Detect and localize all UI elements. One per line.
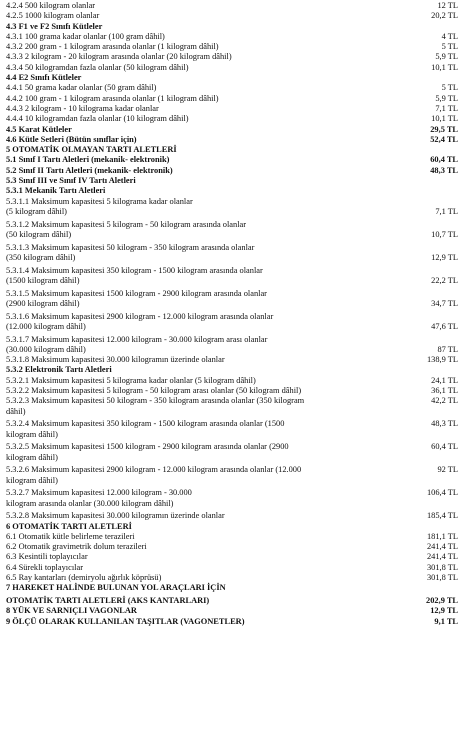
item-label: 5.3.1.5 Maksimum kapasitesi 1500 kilogram - 2900 kilogram arasında olanlar	[6, 288, 267, 298]
item-label: 7 HAREKET HALİNDE BULUNAN YOL ARAÇLARI İÇİN	[6, 583, 226, 593]
item-label: 4.3.1 100 grama kadar olanlar (100 gram dâhil)	[6, 31, 165, 41]
section-heading-row	[6, 365, 458, 375]
tariff-row	[6, 63, 458, 73]
fee-value: 4 TL	[441, 31, 458, 41]
item-label: 5.3.2.3 Maksimum kapasitesi 50 kilogram - 350 kilogram arasında olanlar (350 kilogram	[6, 396, 305, 406]
tariff-row	[6, 253, 458, 263]
tariff-row	[6, 94, 458, 104]
item-label: 5.3.1.1 Maksimum kapasitesi 5 kilograma kadar olanlar	[6, 196, 193, 206]
item-label: 5.3.1.6 Maksimum kapasitesi 2900 kilogram - 12.000 kilogram arasında olanlar	[6, 311, 274, 321]
item-label: OTOMATİK TARTI ALETLERİ (AKS KANTARLARI)	[6, 596, 210, 606]
item-label: 5.3.2.7 Maksimum kapasitesi 12.000 kilogram - 30.000	[6, 488, 192, 498]
item-label: kilogram dâhil)	[6, 452, 58, 462]
item-label: kilogram dâhil)	[6, 475, 58, 485]
tariff-row	[6, 396, 458, 406]
tariff-row	[6, 532, 458, 542]
item-label: 6.1 Otomatik kütle belirleme terazileri	[6, 531, 135, 541]
item-label: 5.3.2.5 Maksimum kapasitesi 1500 kilogram - 2900 kilogram arasında olanlar (2900	[6, 442, 289, 452]
fee-value: 5 TL	[441, 42, 458, 52]
fee-value: 5,9 TL	[435, 52, 458, 62]
tariff-row	[6, 276, 458, 286]
item-label: 4.6 Kütle Setleri (Bütün sınıflar için)	[6, 134, 137, 144]
item-label: 5.3.1.2 Maksimum kapasitesi 5 kilogram - 50 kilogram arasında olanlar	[6, 219, 247, 229]
tariff-row	[6, 52, 458, 62]
item-label: 5.3.2.6 Maksimum kapasitesi 2900 kilogram - 12.000 kilogram arasında olanlar (12.000	[6, 465, 302, 475]
item-label: 4.2.5 1000 kilogram olanlar	[6, 11, 100, 21]
item-label: 4.4.4 10 kilogramdan fazla olanlar (10 kilogram dâhil)	[6, 114, 189, 124]
tariff-row	[6, 376, 458, 386]
item-label: (50 kilogram dâhil)	[6, 229, 72, 239]
item-label: 5.3.1.7 Maksimum kapasitesi 12.000 kilogram - 30.000 kilogram arası olanlar	[6, 334, 268, 344]
tariff-row	[6, 32, 458, 42]
fee-value: 12,9 TL	[430, 606, 458, 616]
tariff-row	[6, 407, 458, 417]
fee-value: 10,1 TL	[431, 62, 458, 72]
section-heading-row	[6, 166, 458, 176]
fee-value: 24,1 TL	[431, 375, 458, 385]
fee-value: 20,2 TL	[431, 11, 458, 21]
tariff-row	[6, 511, 458, 521]
item-label: 4.3.3 2 kilogram - 20 kilogram arasında olanlar (20 kilogram dâhil)	[6, 52, 232, 62]
section-heading-row	[6, 155, 458, 165]
fee-value: 48,3 TL	[431, 419, 458, 429]
fee-value: 22,2 TL	[431, 275, 458, 285]
tariff-row	[6, 104, 458, 114]
section-heading-row	[6, 22, 458, 32]
fee-value: 301,8 TL	[426, 562, 458, 572]
tariff-row	[6, 355, 458, 365]
item-label: (1500 kilogram dâhil)	[6, 275, 80, 285]
item-label: 5.3.1.3 Maksimum kapasitesi 50 kilogram - 350 kilogram arasında olanlar	[6, 242, 255, 252]
fee-value: 10,7 TL	[431, 229, 458, 239]
item-label: kilogram arasında olanlar (30.000 kilogram dâhil)	[6, 498, 174, 508]
item-label: 6 OTOMATİK TARTI ALETLERİ	[6, 521, 132, 531]
fee-value: 5,9 TL	[435, 93, 458, 103]
item-label: 5.3.1.4 Maksimum kapasitesi 350 kilogram - 1500 kilogram arasında olanlar	[6, 265, 263, 275]
item-label: (12.000 kilogram dâhil)	[6, 321, 86, 331]
fee-value: 106,4 TL	[426, 488, 458, 498]
tariff-row	[6, 266, 458, 276]
fee-value: 181,1 TL	[426, 531, 458, 541]
item-label: 5.3.2.2 Maksimum kapasitesi 5 kilogram - 50 kilogram arası olanlar (50 kilogram dâhil)	[6, 386, 302, 396]
item-label: 5.2 Sınıf II Tartı Aletleri (mekanik- elektronik)	[6, 165, 173, 175]
item-label: dâhil)	[6, 406, 26, 416]
item-label: 4.4.1 50 grama kadar olanlar (50 gram dâhil)	[6, 83, 157, 93]
tariff-row	[6, 197, 458, 207]
item-label: 6.5 Ray kantarları (demiryolu ağırlık köprüsü)	[6, 573, 162, 583]
tariff-row	[6, 83, 458, 93]
section-heading-row	[6, 596, 458, 606]
fee-value: 9,1 TL	[434, 616, 458, 626]
fee-value: 92 TL	[437, 465, 458, 475]
tariff-row	[6, 207, 458, 217]
fee-value: 48,3 TL	[430, 165, 458, 175]
fee-value: 138,9 TL	[426, 355, 458, 365]
item-label: kilogram dâhil)	[6, 429, 58, 439]
item-label: 4.5 Karat Kütleler	[6, 124, 72, 134]
fee-value: 241,4 TL	[426, 542, 458, 552]
tariff-row	[6, 542, 458, 552]
fee-value: 5 TL	[441, 83, 458, 93]
tariff-row	[6, 312, 458, 322]
item-label: 5.1 Sınıf I Tartı Aletleri (mekanik- elektronik)	[6, 155, 170, 165]
section-heading-row	[6, 135, 458, 145]
item-label: 4.4.3 2 kilogram - 10 kilograma kadar olanlar	[6, 103, 159, 113]
item-label: 4.3.2 200 gram - 1 kilogram arasında olanlar (1 kilogram dâhil)	[6, 42, 219, 52]
tariff-row	[6, 345, 458, 355]
item-label: (30.000 kilogram dâhil)	[6, 344, 86, 354]
fee-value: 87 TL	[437, 344, 458, 354]
fee-value: 7,1 TL	[435, 206, 458, 216]
item-label: 4.2.4 500 kilogram olanlar	[6, 1, 96, 10]
fee-value: 60,4 TL	[430, 155, 458, 165]
fee-value: 52,4 TL	[430, 134, 458, 144]
item-label: 9 ÖLÇÜ OLARAK KULLANILAN TAŞITLAR (VAGONETLER)	[6, 616, 245, 626]
tariff-row	[6, 289, 458, 299]
fee-value: 185,4 TL	[426, 511, 458, 521]
fee-value: 10,1 TL	[431, 114, 458, 124]
item-label: 5 OTOMATİK OLMAYAN TARTI ALETLERİ	[6, 145, 177, 155]
item-label: 6.3 Kesintili toplayıcılar	[6, 552, 88, 562]
item-label: (5 kilogram dâhil)	[6, 206, 67, 216]
tariff-row	[6, 488, 458, 498]
section-heading-row	[6, 617, 458, 627]
tariff-row	[6, 386, 458, 396]
tariff-row	[6, 499, 458, 509]
tariff-row	[6, 465, 458, 475]
tariff-document	[6, 1, 458, 627]
tariff-row	[6, 243, 458, 253]
fee-value: 12,9 TL	[431, 252, 458, 262]
tariff-row	[6, 220, 458, 230]
fee-value: 301,8 TL	[426, 573, 458, 583]
tariff-row	[6, 476, 458, 486]
fee-value: 36,1 TL	[431, 386, 458, 396]
item-label: (350 kilogram dâhil)	[6, 252, 76, 262]
tariff-row	[6, 114, 458, 124]
tariff-row	[6, 419, 458, 429]
item-label: 5.3.1.8 Maksimum kapasitesi 30.000 kilogramın üzerinde olanlar	[6, 355, 225, 365]
section-heading-row	[6, 125, 458, 135]
item-label: 5.3.2.8 Maksimum kapasitesi 30.000 kilogramın üzerinde olanlar	[6, 511, 225, 521]
item-label: 4.4.2 100 gram - 1 kilogram arasında olanlar (1 kilogram dâhil)	[6, 93, 219, 103]
fee-value: 34,7 TL	[431, 298, 458, 308]
section-heading-row	[6, 176, 458, 186]
item-label: 6.2 Otomatik gravimetrik dolum terazileri	[6, 542, 147, 552]
tariff-row	[6, 230, 458, 240]
fee-value: 202,9 TL	[426, 596, 458, 606]
section-heading-row	[6, 73, 458, 83]
fee-value: 60,4 TL	[431, 442, 458, 452]
tariff-row	[6, 563, 458, 573]
item-label: 8 YÜK VE SARNIÇLI VAGONLAR	[6, 606, 137, 616]
tariff-row	[6, 453, 458, 463]
item-label: 5.3.2.4 Maksimum kapasitesi 350 kilogram - 1500 kilogram arasında olanlar (1500	[6, 419, 285, 429]
item-label: 5.3 Sınıf III ve Sınıf IV Tartı Aletleri	[6, 176, 136, 186]
section-heading-row	[6, 522, 458, 532]
item-label: 4.3 F1 ve F2 Sınıfı Kütleler	[6, 21, 103, 31]
fee-value: 7,1 TL	[435, 103, 458, 113]
fee-value: 29,5 TL	[430, 124, 458, 134]
item-label: 6.4 Sürekli toplayıcılar	[6, 562, 83, 572]
fee-value: 47,6 TL	[431, 321, 458, 331]
tariff-row	[6, 11, 458, 21]
section-heading-row	[6, 583, 458, 593]
item-label: 4.3.4 50 kilogramdan fazla olanlar (50 kilogram dâhil)	[6, 62, 189, 72]
tariff-row	[6, 442, 458, 452]
tariff-row	[6, 430, 458, 440]
fee-value: 241,4 TL	[426, 552, 458, 562]
item-label: 5.3.1 Mekanik Tartı Aletleri	[6, 186, 106, 196]
section-heading-row	[6, 606, 458, 616]
tariff-row	[6, 42, 458, 52]
item-label: 5.3.2 Elektronik Tartı Aletleri	[6, 365, 112, 375]
item-label: (2900 kilogram dâhil)	[6, 298, 80, 308]
tariff-row	[6, 552, 458, 562]
tariff-row	[6, 299, 458, 309]
item-label: 5.3.2.1 Maksimum kapasitesi 5 kilograma kadar olanlar (5 kilogram dâhil)	[6, 375, 256, 385]
tariff-row	[6, 573, 458, 583]
section-heading-row	[6, 186, 458, 196]
tariff-row	[6, 1, 458, 11]
fee-value: 12 TL	[437, 1, 458, 10]
section-heading-row	[6, 145, 458, 155]
tariff-row	[6, 335, 458, 345]
fee-value: 42,2 TL	[431, 396, 458, 406]
item-label: 4.4 E2 Sınıfı Kütleler	[6, 73, 82, 83]
tariff-row	[6, 322, 458, 332]
